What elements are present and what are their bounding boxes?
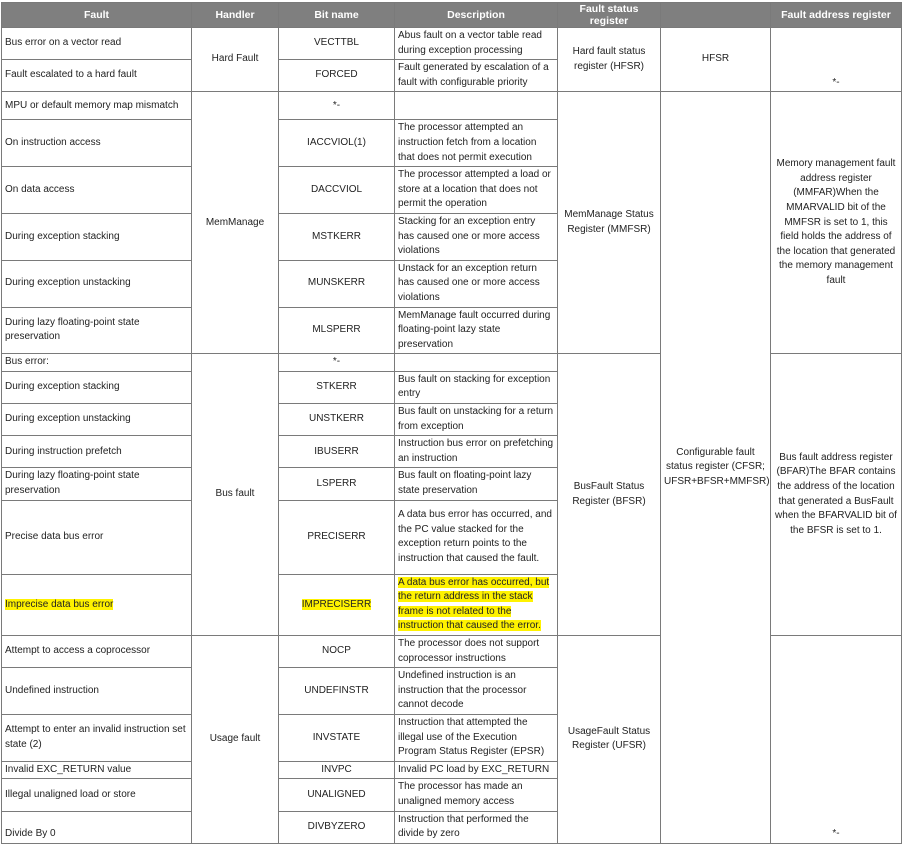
fault-cell: During exception unstacking (2, 260, 192, 307)
bit-cell: DIVBYZERO (279, 811, 395, 843)
fault-cell: Precise data bus error (2, 500, 192, 574)
description-cell: Instruction bus error on prefetching an instruction (395, 436, 558, 468)
fault-cell: Invalid EXC_RETURN value (2, 761, 192, 779)
address-register-mmfar: Memory management fault address register (MMFAR)When the MMARVALID bit of the MMFSR is set to 1, this field holds the address of the location that generated the memory management fault (771, 92, 902, 354)
description-cell: Bus fault on unstacking for a return from exception (395, 404, 558, 436)
fault-cell: During lazy floating-point state preservation (2, 468, 192, 500)
address-register-usage: *- (771, 636, 902, 844)
fault-cell: Bus error: (2, 354, 192, 372)
header-fault-address-register: Fault address register (771, 3, 902, 28)
bit-cell: IACCVIOL(1) (279, 120, 395, 167)
fault-cell: During exception stacking (2, 213, 192, 260)
header-row (2, 3, 902, 28)
description-cell: Instruction that performed the divide by zero (395, 811, 558, 843)
fault-cell: During exception stacking (2, 371, 192, 403)
description-cell (395, 92, 558, 120)
fault-cell: During instruction prefetch (2, 436, 192, 468)
description-cell: Instruction that attempted the illegal use of the Execution Program Status Register (EPSR) (395, 714, 558, 761)
description-cell: Bus fault on floating-point lazy state preservation (395, 468, 558, 500)
table-row (2, 92, 902, 120)
description-cell: The processor does not support coprocessor instructions (395, 636, 558, 668)
status-register-bfsr: BusFault Status Register (BFSR) (558, 354, 661, 636)
combined-register-cfsr: Configurable fault status register (CFSR; UFSR+BFSR+MMFSR) (661, 92, 771, 843)
description-cell: Abus fault on a vector table read during exception processing (395, 28, 558, 60)
description-cell: Bus fault on stacking for exception entry (395, 371, 558, 403)
bit-cell: UNALIGNED (279, 779, 395, 811)
fault-cell: Bus error on a vector read (2, 28, 192, 60)
description-cell (395, 574, 558, 635)
fault-cell: Illegal unaligned load or store (2, 779, 192, 811)
description-cell: Stacking for an exception entry has caused one or more access violations (395, 213, 558, 260)
handler-bus-fault: Bus fault (192, 354, 279, 636)
bit-cell (279, 574, 395, 635)
fault-cell: During exception unstacking (2, 404, 192, 436)
status-register-ufsr: UsageFault Status Register (UFSR) (558, 636, 661, 844)
handler-memmanage: MemManage (192, 92, 279, 354)
description-cell: A data bus error has occurred, and the PC value stacked for the exception return points to the instruction that caused the fault. (395, 500, 558, 574)
highlight-mark: Imprecise data bus error (5, 598, 114, 610)
bit-cell: FORCED (279, 60, 395, 92)
bit-cell: MLSPERR (279, 307, 395, 354)
bit-cell: *- (279, 92, 395, 120)
bit-cell: UNSTKERR (279, 404, 395, 436)
bit-cell: MSTKERR (279, 213, 395, 260)
handler-hard-fault: Hard Fault (192, 28, 279, 92)
bit-cell: VECTTBL (279, 28, 395, 60)
fault-cell (2, 574, 192, 635)
fault-cell: On instruction access (2, 120, 192, 167)
bit-cell: UNDEFINSTR (279, 668, 395, 715)
description-cell: MemManage fault occurred during floating-point lazy state preservation (395, 307, 558, 354)
handler-usage-fault: Usage fault (192, 636, 279, 844)
header-bit-name: Bit name (279, 3, 395, 28)
status-register-mmfsr: MemManage Status Register (MMFSR) (558, 92, 661, 354)
header-handler: Handler (192, 3, 279, 28)
description-cell: The processor has made an unaligned memory access (395, 779, 558, 811)
description-cell: The processor attempted a load or store at a location that does not permit the operation (395, 167, 558, 214)
bit-cell: MUNSKERR (279, 260, 395, 307)
description-cell: The processor attempted an instruction fetch from a location that does not permit execution (395, 120, 558, 167)
status-register-hfsr: Hard fault status register (HFSR) (558, 28, 661, 92)
combined-register-hfsr: HFSR (661, 28, 771, 92)
highlight-mark: IMPRECISERR (301, 598, 372, 610)
bit-cell: DACCVIOL (279, 167, 395, 214)
table-row (2, 28, 902, 60)
bit-cell: *- (279, 354, 395, 372)
fault-cell: MPU or default memory map mismatch (2, 92, 192, 120)
fault-table (1, 2, 902, 844)
description-cell: Fault generated by escalation of a fault with configurable priority (395, 60, 558, 92)
bit-cell: PRECISERR (279, 500, 395, 574)
description-cell: Unstack for an exception return has caused one or more access violations (395, 260, 558, 307)
header-fault: Fault (2, 3, 192, 28)
header-description: Description (395, 3, 558, 28)
bit-cell: INVSTATE (279, 714, 395, 761)
description-cell: Undefined instruction is an instruction that the processor cannot decode (395, 668, 558, 715)
header-fault-status-register: Fault status register (558, 3, 661, 28)
address-register-hard: *- (771, 28, 902, 92)
highlight-mark: A data bus error has occurred, but the return address in the stack frame is not related to the instruction that caused the error. (398, 576, 550, 632)
bit-cell: STKERR (279, 371, 395, 403)
fault-cell: Divide By 0 (2, 811, 192, 843)
bit-cell: IBUSERR (279, 436, 395, 468)
address-register-bfar: Bus fault address register (BFAR)The BFAR contains the address of the location that generated a BusFault when the BFARVALID bit of the BFSR is set to 1. (771, 354, 902, 636)
fault-cell: On data access (2, 167, 192, 214)
fault-cell: Attempt to enter an invalid instruction set state (2) (2, 714, 192, 761)
fault-cell: During lazy floating-point state preservation (2, 307, 192, 354)
fault-cell: Attempt to access a coprocessor (2, 636, 192, 668)
description-cell: Invalid PC load by EXC_RETURN (395, 761, 558, 779)
description-cell (395, 354, 558, 372)
bit-cell: LSPERR (279, 468, 395, 500)
fault-cell: Undefined instruction (2, 668, 192, 715)
bit-cell: INVPC (279, 761, 395, 779)
fault-cell: Fault escalated to a hard fault (2, 60, 192, 92)
bit-cell: NOCP (279, 636, 395, 668)
header-combined-register (661, 3, 771, 28)
